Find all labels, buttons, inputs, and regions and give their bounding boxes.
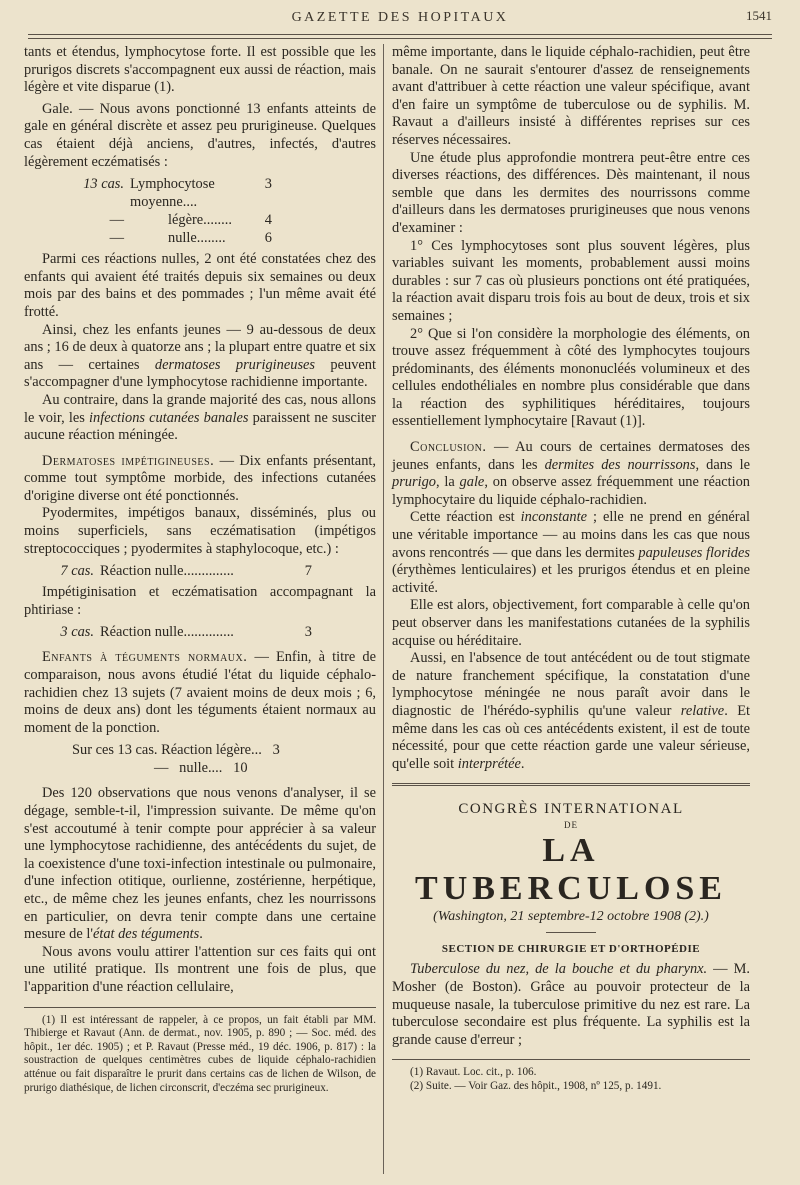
footnote: (1) Il est intéressant de rappeler, à ce propos, un fait établi par MM. Thibierge et Ravaut (Ann. de dermat., nov. 1905, p. 890 ; — Soc. méd. des hôpit., 1er déc. 1905) ; et P. Ravaut (Presse méd., 19 déc. 1906, p. 817) : la soustraction de quelques centimètres cubes de liquide céphalo-rachidien atténue ou fait disparaître le prurit dans certains cas de lichen de Wilson, de prurigo diathésique, de lichen circonscrit, d'eczéma sec prurigineux. <box>24 1013 376 1094</box>
paragraph: Une étude plus approfondie montrera peut-être entre ces diverses réactions, des différences. Dès maintenant, il nous semble que dans les dermites des nourrissons comme d'ailleurs dans les dermatoses prurigineuses que nous venons d'examiner : <box>392 149 750 236</box>
paragraph-dermatoses: Dermatoses impétigineuses. — Dix enfants présentant, comme tout symptôme morbide, des infections cutanées d'origine diverse ont été ponctionnés. <box>24 452 376 504</box>
congress-de: DE <box>564 820 578 831</box>
footnote-rule <box>24 1007 376 1008</box>
paragraph: 1° Ces lymphocytoses sont plus souvent légères, plus variables suivant les moments, probablement aussi moins durables : sur 7 cas où plusieurs ponctions ont été pratiquées, la réaction avait disparu trois fois au bout de deux, trois et six semaines ; <box>392 237 750 324</box>
header-rule-thin <box>28 38 772 39</box>
left-column <box>24 44 376 1095</box>
stat-row: 3 cas. Réaction nulle.............. 3 <box>60 624 312 641</box>
paragraph: Parmi ces réactions nulles, 2 ont été constatées chez des enfants qui avaient été traités depuis six semaines ou deux mois par des bains et des pommades ; l'un même avait été frotté. <box>24 251 376 320</box>
paragraph: 2° Que si l'on considère la morphologie des éléments, on trouve assez fréquemment à côté des lymphocytes toujours prédominants, des éléments mononucléés volumineux et des cellules endothéliales en nombre plus considérable que dans la réaction des syphilitiques héréditaires, toujours essentiellement lymphocytaire [Ravaut (1)]. <box>392 325 750 430</box>
footnote-rule <box>392 1059 750 1060</box>
page-number: 1541 <box>746 8 772 23</box>
header-rule <box>28 34 772 35</box>
paragraph: Pyodermites, impétigos banaux, disséminés, plus ou moins superficiels, sans eczématisation (impétigos streptococciques ; pyodermites à staphylocoque, etc.) : <box>24 505 376 557</box>
paragraph-enfants: Enfants à téguments normaux. — Enfin, à titre de comparaison, nous avons étudié l'état du liquide céphalo-rachidien chez 13 sujets (7 avaient moins de deux mois ; 6, moins de deux ans) dont les téguments étaient normaux au moment de la ponction. <box>24 649 376 736</box>
running-header: GAZETTE DES HOPITAUX <box>291 10 509 25</box>
stat-row: 13 cas. Lymphocytose moyenne.... 3 <box>83 176 272 211</box>
paragraph: Aussi, en l'absence de tout antécédent ou de tout stigmate de nature franchement spécifique, la constatation d'une lymphocytose méningée ne nous paraît avoir dans le diagnostic de l'hérédo-syphilis qu'une valeur relative. Et même dans les cas où ces antécédents existent, il est de toute nécessité, pour que cette réaction garde une valeur sérieuse, qu'elle soit interprétée. <box>392 650 750 772</box>
stat-row: — légère........ 4 <box>109 212 272 229</box>
paragraph: tants et étendus, lymphocytose forte. Il est possible que les prurigos discrets s'accompagnent eux aussi de réaction, mais légère et vite disparue (1). <box>24 44 376 96</box>
paragraph: même importante, dans le liquide céphalo-rachidien, peut être banale. On ne saurait s'entourer d'assez de renseignements avant d'attribuer à cette réaction une valeur spécifique, avant d'en faire un symptôme de tuberculose ou de syphilis. M. Ravaut a d'ailleurs insisté à différentes reprises sur ces réserves nécessaires. <box>392 44 750 148</box>
footnote: (1) Ravaut. Loc. cit., p. 106. <box>410 1066 537 1079</box>
stat-row: Sur ces 13 cas. Réaction légère... 3 <box>72 742 280 759</box>
section-label: Enfants à téguments normaux. <box>42 649 248 666</box>
paragraph: Nous avons voulu attirer l'attention sur ces faits qui ont une utilité pratique. Ils montrent une fois de plus, que l'apparition d'une réaction cellulaire, <box>24 943 376 995</box>
congress-title: CONGRÈS INTERNATIONAL <box>458 801 684 818</box>
footnote: (2) Suite. — Voir Gaz. des hôpit., 1908, nº 125, p. 1491. <box>410 1079 662 1092</box>
congress-headline: LA TUBERCULOSE <box>415 832 727 908</box>
paragraph: Elle est alors, objectivement, fort comparable à celle qu'on peut observer dans les manifestations cutanées de la syphilis acquise ou héréditaire. <box>392 597 750 649</box>
paragraph-conclusion: Conclusion. — Au cours de certaines dermatoses des jeunes enfants, dans les dermites des nourrissons, dans le prurigo, la gale, on observe assez fréquemment une réaction lymphocytaire du liquide céphalo-rachidien. <box>392 439 750 508</box>
paragraph-gale: Gale. — Nous avons ponctionné 13 enfants atteints de gale en général discrète et assez peu prurigineuse. Quelques cas étaient déjà anciens, d'autres, infectés, d'autres légèrement eczématisés : <box>24 100 376 170</box>
stat-row: — nulle........ 6 <box>109 230 272 247</box>
paragraph: Tuberculose du nez, de la bouche et du pharynx. — M. Mosher (de Boston). Grâce au pouvoir protecteur de la muqueuse nasale, la tuberculose primitive du nez est rare. La tuberculose secondaire est plus fréquente. La syphilis est la grande cause d'erreur ; <box>392 961 750 1048</box>
stat-row: 7 cas. Réaction nulle.............. 7 <box>60 563 312 580</box>
section-rule <box>392 783 750 786</box>
paragraph: Au contraire, dans la grande majorité des cas, nous allons le voir, les infections cutanées banales paraissent ne susciter aucune réaction méningée. <box>24 391 376 444</box>
paragraph: Des 120 observations que nous venons d'analyser, il se dégage, semble-t-il, l'impression suivante. De même qu'on s'est accoutumé à tenir compte pour apprécier à sa valeur une lymphocytose rachidienne, des antécédents du sujet, de la coexistence d'une toxi-infection intestinale ou pulmonaire, d'une infection otitique, ourlienne, zostérienne, herpétique, etc., de même chez les jeunes enfants, chez les nourrissons en particulier, on devra tenir compte dans une certaine mesure de l'état des téguments. <box>24 785 376 943</box>
congress-dates: (Washington, 21 septembre-12 octobre 1908 (2).) <box>433 909 709 925</box>
short-rule <box>546 932 596 933</box>
paragraph: Cette réaction est inconstante ; elle ne prend en général une véritable importance — au moins dans les cas que nous avons rencontrés — que dans les dermites papuleuses florides (érythèmes lenticulaires) et les prurigos étendus et en pleine activité. <box>392 509 750 596</box>
section-label: Conclusion. <box>410 439 487 456</box>
section-label: Gale. <box>42 100 73 117</box>
column-divider <box>383 44 384 1174</box>
section-heading: SECTION DE CHIRURGIE ET D'ORTHOPÉDIE <box>441 943 701 956</box>
paragraph: Impétiginisation et eczématisation accompagnant la phtiriase : <box>24 584 376 618</box>
right-column <box>392 44 750 1094</box>
stat-row: — nulle.... 10 <box>154 760 248 777</box>
paragraph: Ainsi, chez les enfants jeunes — 9 au-dessous de deux ans ; 16 de deux à quatorze ans ; la plupart entre quatre et six ans — certaines dermatoses prurigineuses peuvent s'accompagner d'une lymphocytose rachidienne importante. <box>24 321 376 391</box>
section-label: Dermatoses impétigineuses. <box>42 452 215 469</box>
